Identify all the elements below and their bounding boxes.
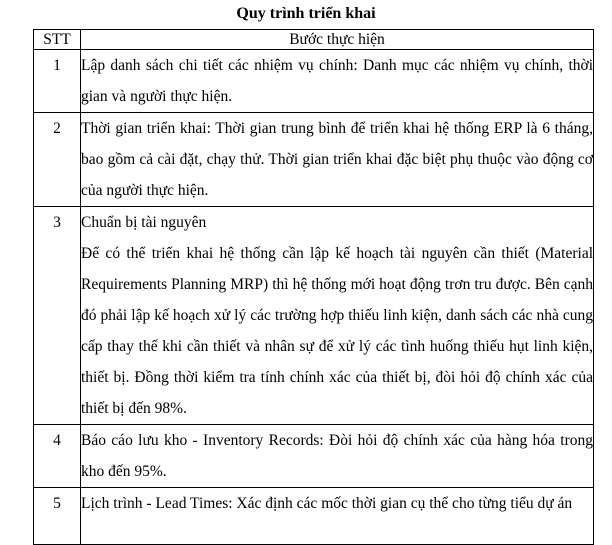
step-description: Lịch trình - Lead Times: Xác định các mốc thời gian cụ thể cho từng tiểu dự án <box>81 488 594 545</box>
implementation-steps-table <box>33 29 594 545</box>
table-header-row <box>34 30 594 50</box>
table-row <box>34 425 594 488</box>
row-number: 2 <box>34 113 81 207</box>
table-row <box>34 207 594 425</box>
step-cell <box>81 207 594 425</box>
step-description: Thời gian triển khai: Thời gian trung bình để triển khai hệ thống ERP là 6 tháng, bao gồm cả cài đặt, chạy thử. Thời gian triển khai đặc biệt phụ thuộc vào động cơ của người thực hiện. <box>81 113 594 207</box>
column-header-step: Bước thực hiện <box>81 30 594 50</box>
step-heading: Chuẩn bị tài nguyên <box>81 214 207 231</box>
step-description: Để có thể triển khai hệ thống cần lập kế hoạch tài nguyên cần thiết (Material Requirements Planning MRP) thì hệ thống mới hoạt động trơn tru được. Bên cạnh đó phải lập kế hoạch xử lý các trường hợp thiếu linh kiện, danh sách các nhà cung cấp thay thế khi cần thiết và nhân sự để xử lý các tình huống thiếu hụt linh kiện, thiết bị. Đồng thời kiểm tra tính chính xác của thiết bị, đòi hỏi độ chính xác của thiết bị đến 98%. <box>81 245 593 417</box>
row-number: 1 <box>34 50 81 113</box>
table-row <box>34 50 594 113</box>
step-description: Lập danh sách chi tiết các nhiệm vụ chính: Danh mục các nhiệm vụ chính, thời gian và người thực hiện. <box>81 50 594 113</box>
table-row <box>34 113 594 207</box>
row-number: 3 <box>34 207 81 425</box>
column-header-stt: STT <box>34 30 81 50</box>
row-number: 5 <box>34 488 81 545</box>
row-number: 4 <box>34 425 81 488</box>
table-row <box>34 488 594 545</box>
document-title: Quy trình triển khai <box>236 5 376 22</box>
step-description: Báo cáo lưu kho - Inventory Records: Đòi hỏi độ chính xác của hàng hóa trong kho đến 95%. <box>81 425 594 488</box>
